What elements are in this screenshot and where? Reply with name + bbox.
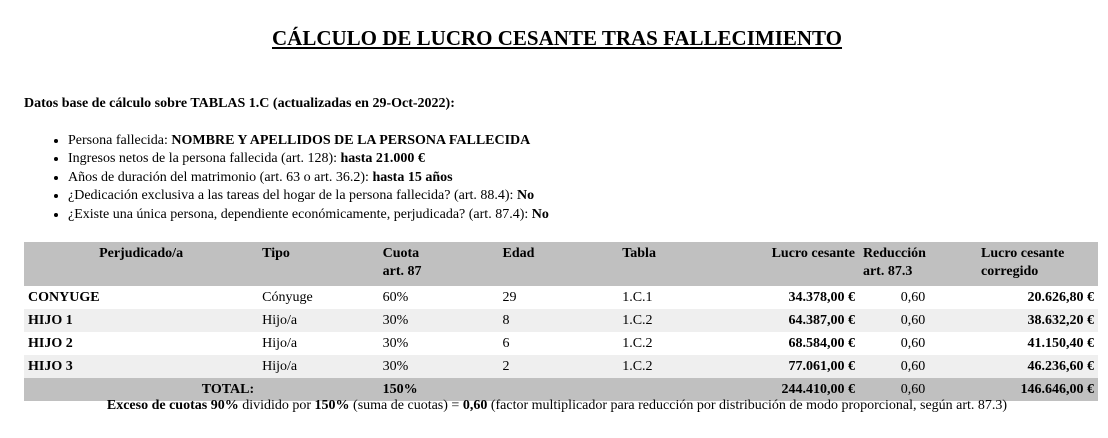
header-corregido bbox=[977, 242, 1098, 286]
header-cuota bbox=[379, 242, 499, 286]
footer-text: (suma de cuotas) = bbox=[349, 398, 463, 413]
cell-tabla: 1.C.2 bbox=[622, 336, 653, 351]
total-cuota: 150% bbox=[379, 378, 499, 401]
cell-corregido: 20.626,80 € bbox=[1027, 290, 1094, 305]
table-header-row bbox=[24, 242, 1098, 286]
cell-edad: 6 bbox=[502, 336, 510, 351]
list-item-income bbox=[68, 150, 549, 168]
cell-lucro: 64.387,00 € bbox=[738, 309, 859, 332]
header-reduccion-line2: art. 87.3 bbox=[862, 264, 913, 279]
cell-lucro: 34.378,00 € bbox=[788, 290, 855, 305]
list-item-value: No bbox=[516, 188, 535, 204]
footer-excess: Exceso de cuotas 90% bbox=[106, 398, 239, 413]
cell-edad: 8 bbox=[499, 309, 619, 332]
cell-lucro: 77.061,00 € bbox=[738, 355, 859, 378]
table-row bbox=[24, 309, 1098, 332]
cell-tabla: 1.C.1 bbox=[622, 290, 653, 305]
total-corregido: 146.646,00 € bbox=[977, 378, 1098, 401]
header-lucro: Lucro cesante bbox=[738, 242, 859, 286]
cell-tipo: Hijo/a bbox=[258, 309, 378, 332]
list-item-deceased bbox=[68, 132, 549, 150]
calculation-table bbox=[24, 242, 1098, 401]
list-item-value: NOMBRE Y APELLIDOS DE LA PERSONA FALLECIDA bbox=[171, 133, 531, 148]
list-item-household-dedication bbox=[68, 187, 549, 205]
cell-reduccion: 0,60 bbox=[859, 355, 977, 378]
cell-reduccion: 0,60 bbox=[900, 290, 926, 305]
document-title: CÁLCULO DE LUCRO CESANTE TRAS FALLECIMIENTO bbox=[271, 26, 843, 50]
cell-reduccion: 0,60 bbox=[859, 309, 977, 332]
cell-lucro: 68.584,00 € bbox=[788, 336, 855, 351]
total-reduccion: 0,60 bbox=[859, 378, 977, 401]
list-item-marriage-years bbox=[68, 169, 549, 187]
list-item-label: ¿Dedicación exclusiva a las tareas del hogar de la persona fallecida? (art. 88.4): bbox=[68, 188, 517, 204]
cell-edad: 29 bbox=[502, 290, 517, 305]
cell-perjudicado: HIJO 3 bbox=[24, 355, 258, 378]
footer-text: dividido por bbox=[238, 398, 315, 413]
base-data-list bbox=[24, 132, 549, 224]
header-tabla: Tabla bbox=[618, 242, 738, 286]
cell-corregido: 38.632,20 € bbox=[977, 309, 1098, 332]
cell-tabla: 1.C.2 bbox=[618, 309, 738, 332]
table-row bbox=[24, 286, 1098, 309]
list-item-value: No bbox=[531, 206, 549, 222]
header-tipo: Tipo bbox=[258, 242, 378, 286]
header-reduccion bbox=[859, 242, 977, 286]
header-reduccion-line1: Reducción bbox=[862, 246, 926, 261]
cell-tabla: 1.C.2 bbox=[618, 355, 738, 378]
footer-sum: 150% bbox=[314, 398, 350, 413]
list-item-label: Persona fallecida: bbox=[68, 133, 172, 148]
list-item-single-dependent bbox=[68, 206, 549, 224]
cell-corregido: 46.236,60 € bbox=[977, 355, 1098, 378]
cell-perjudicado: CONYUGE bbox=[28, 290, 100, 305]
cell-tipo: Hijo/a bbox=[262, 336, 298, 351]
footer-factor: 0,60 bbox=[462, 398, 488, 413]
cell-tipo: Hijo/a bbox=[258, 355, 378, 378]
cell-cuota: 30% bbox=[379, 309, 499, 332]
footer-text: (factor multiplicador para reducción por distribución de modo proporcional, según art. 87.3) bbox=[487, 398, 1008, 413]
list-item-label: Años de duración del matrimonio (art. 63 o art. 36.2): bbox=[68, 169, 373, 185]
cell-perjudicado: HIJO 1 bbox=[24, 309, 258, 332]
header-corregido-line2: corregido bbox=[981, 264, 1039, 279]
table-row bbox=[24, 355, 1098, 378]
list-item-label: Ingresos netos de la persona fallecida (art. 128): bbox=[68, 151, 341, 167]
list-item-value: hasta 15 años bbox=[372, 169, 453, 185]
cell-perjudicado: HIJO 2 bbox=[28, 336, 73, 351]
base-data-heading: Datos base de cálculo sobre TABLAS 1.C (actualizadas en 29-Oct-2022): bbox=[24, 96, 455, 111]
header-perjudicado: Perjudicado/a bbox=[24, 242, 258, 286]
cell-edad: 2 bbox=[499, 355, 619, 378]
total-lucro: 244.410,00 € bbox=[738, 378, 859, 401]
header-corregido-line1: Lucro cesante bbox=[981, 246, 1065, 261]
list-item-label: ¿Existe una única persona, dependiente económicamente, perjudicada? (art. 87.4): bbox=[68, 206, 532, 222]
cell-reduccion: 0,60 bbox=[900, 336, 926, 351]
cell-cuota: 60% bbox=[382, 290, 409, 305]
cell-cuota: 30% bbox=[379, 355, 499, 378]
cell-corregido: 41.150,40 € bbox=[1027, 336, 1094, 351]
cell-cuota: 30% bbox=[382, 336, 409, 351]
table-row bbox=[24, 332, 1098, 355]
header-edad: Edad bbox=[499, 242, 619, 286]
list-item-value: hasta 21.000 € bbox=[340, 151, 425, 167]
header-cuota-line2: art. 87 bbox=[382, 264, 422, 279]
total-label: TOTAL: bbox=[24, 378, 258, 401]
cell-tipo: Cónyuge bbox=[262, 290, 313, 305]
footer-note bbox=[0, 398, 1108, 414]
header-cuota-line1: Cuota bbox=[382, 246, 420, 261]
